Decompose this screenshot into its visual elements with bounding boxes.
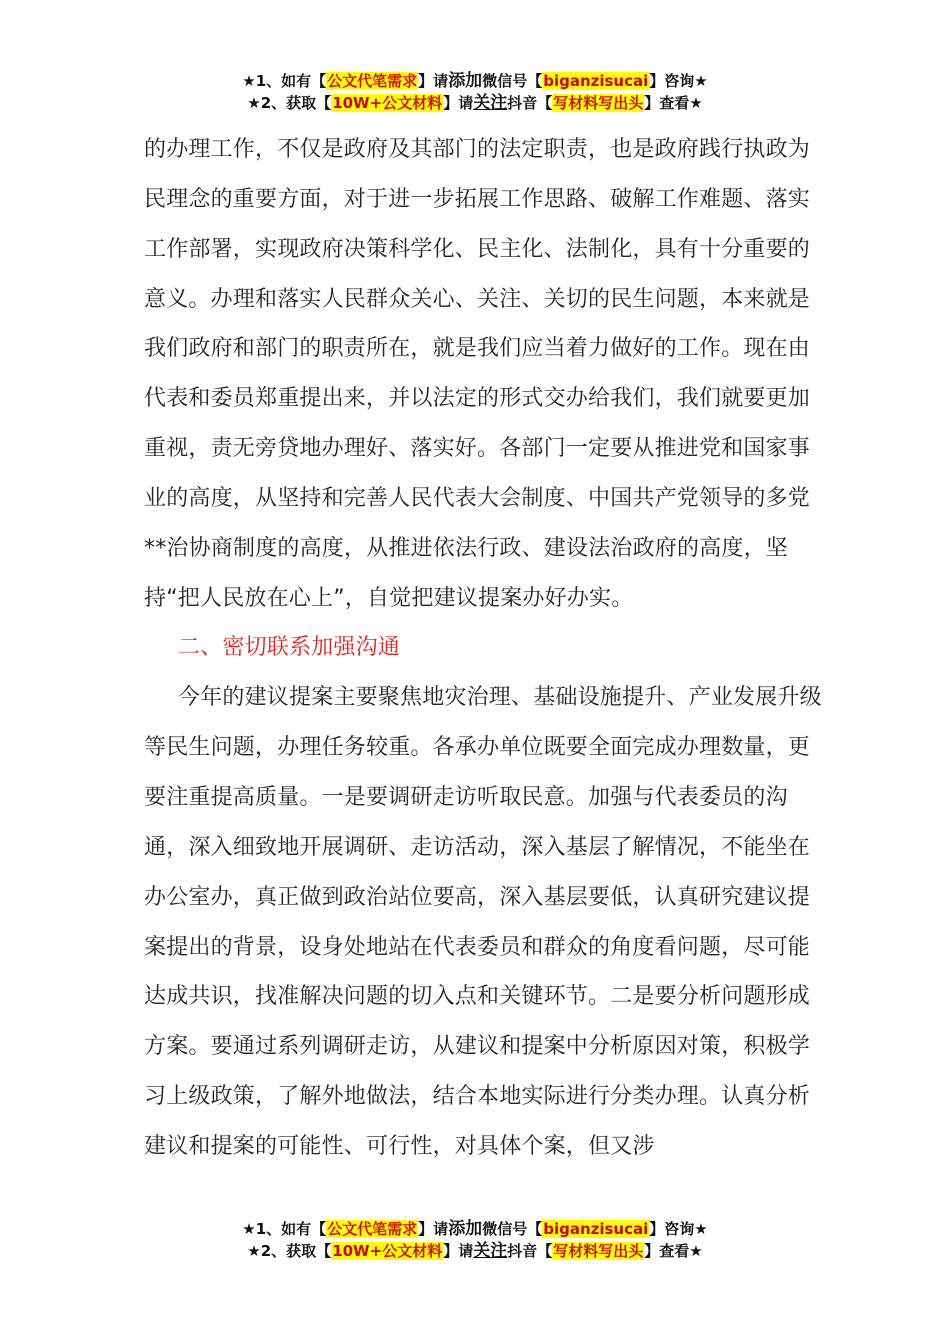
banner-text: 】请 [418, 72, 449, 90]
banner-highlight: 10W+公文材料 [332, 94, 443, 112]
banner-line-2 [0, 1240, 950, 1262]
banner-text: 抖音【 [507, 1242, 553, 1260]
banner-text: ★2、获取【 [247, 1242, 332, 1260]
banner-text: 】查看★ [644, 1242, 703, 1260]
banner-text: 】请 [443, 94, 474, 112]
banner-text: 微信号【 [482, 72, 543, 90]
paragraph-2: 今年的建议提案主要聚焦地灾治理、基础设施提升、产业发展升级等民生问题，办理任务较重。各承办单位既要全面完成办理数量，更要注重提高质量。一是要调研走访听取民意。加强与代表委员的沟通，深入细致地开展调研、走访活动，深入基层了解情况，不能坐在办公室办，真正做到政治站位要高，深入基层要低，认真研究建议提案提出的背景，设身处地站在代表委员和群众的角度看问题，尽可能达成共识，找准解决问题的切入点和关键环节。二是要分析问题形成方案。要通过系列调研走访，从建议和提案中分析原因对策，积极学习上级政策，了解外地做法，结合本地实际进行分类办理。认真分析建议和提案的可能性、可行性，对具体个案，但又涉 [144, 685, 822, 1159]
banner-text: 】请 [443, 1242, 474, 1260]
banner-text: ★2、获取【 [247, 94, 332, 112]
banner-line-1 [0, 1218, 950, 1240]
banner-text: 】请 [418, 1220, 449, 1238]
banner-douyin-id: 写材料写出头 [553, 94, 644, 112]
banner-highlight: 公文代笔需求 [327, 1220, 418, 1238]
banner-douyin-id: 写材料写出头 [553, 1242, 644, 1260]
banner-text: 】查看★ [644, 94, 703, 112]
banner-wechat-id: biganzisucai [543, 72, 649, 90]
banner-wechat-id: biganzisucai [543, 1220, 649, 1238]
banner-text: 抖音【 [507, 94, 553, 112]
banner-line-2 [0, 92, 950, 114]
section-heading: 二、密切联系加强沟通 [178, 635, 401, 661]
banner-text: ★1、如有【 [242, 72, 327, 90]
banner-text: 关注 [473, 93, 508, 113]
banner-text: 添加 [448, 1219, 483, 1239]
banner-highlight: 公文代笔需求 [327, 72, 418, 90]
banner-text: 微信号【 [482, 1220, 543, 1238]
banner-text: 添加 [448, 71, 483, 91]
document-body [144, 125, 824, 1172]
header-banner [0, 70, 950, 114]
banner-highlight: 10W+公文材料 [332, 1242, 443, 1260]
banner-line-1 [0, 70, 950, 92]
banner-text: 】咨询★ [649, 72, 708, 90]
banner-text: 关注 [473, 1241, 508, 1261]
footer-banner [0, 1218, 950, 1262]
banner-text: 】咨询★ [649, 1220, 708, 1238]
paragraph-1: 的办理工作，不仅是政府及其部门的法定职责，也是政府践行执政为民理念的重要方面，对于进一步拓展工作思路、破解工作难题、落实工作部署，实现政府决策科学化、民主化、法制化，具有十分重要的意义。办理和落实人民群众关心、关注、关切的民生问题，本来就是我们政府和部门的职责所在，就是我们应当着力做好的工作。现在由代表和委员郑重提出来，并以法定的形式交办给我们，我们就要更加重视，责无旁贷地办理好、落实好。各部门一定要从推进党和国家事业的高度，从坚持和完善人民代表大会制度、中国共产党领导的多党**治协商制度的高度，从推进依法行政、建设法治政府的高度，坚持“把人民放在心上”，自觉把建议提案办好办实。 [144, 137, 811, 611]
banner-text: ★1、如有【 [242, 1220, 327, 1238]
